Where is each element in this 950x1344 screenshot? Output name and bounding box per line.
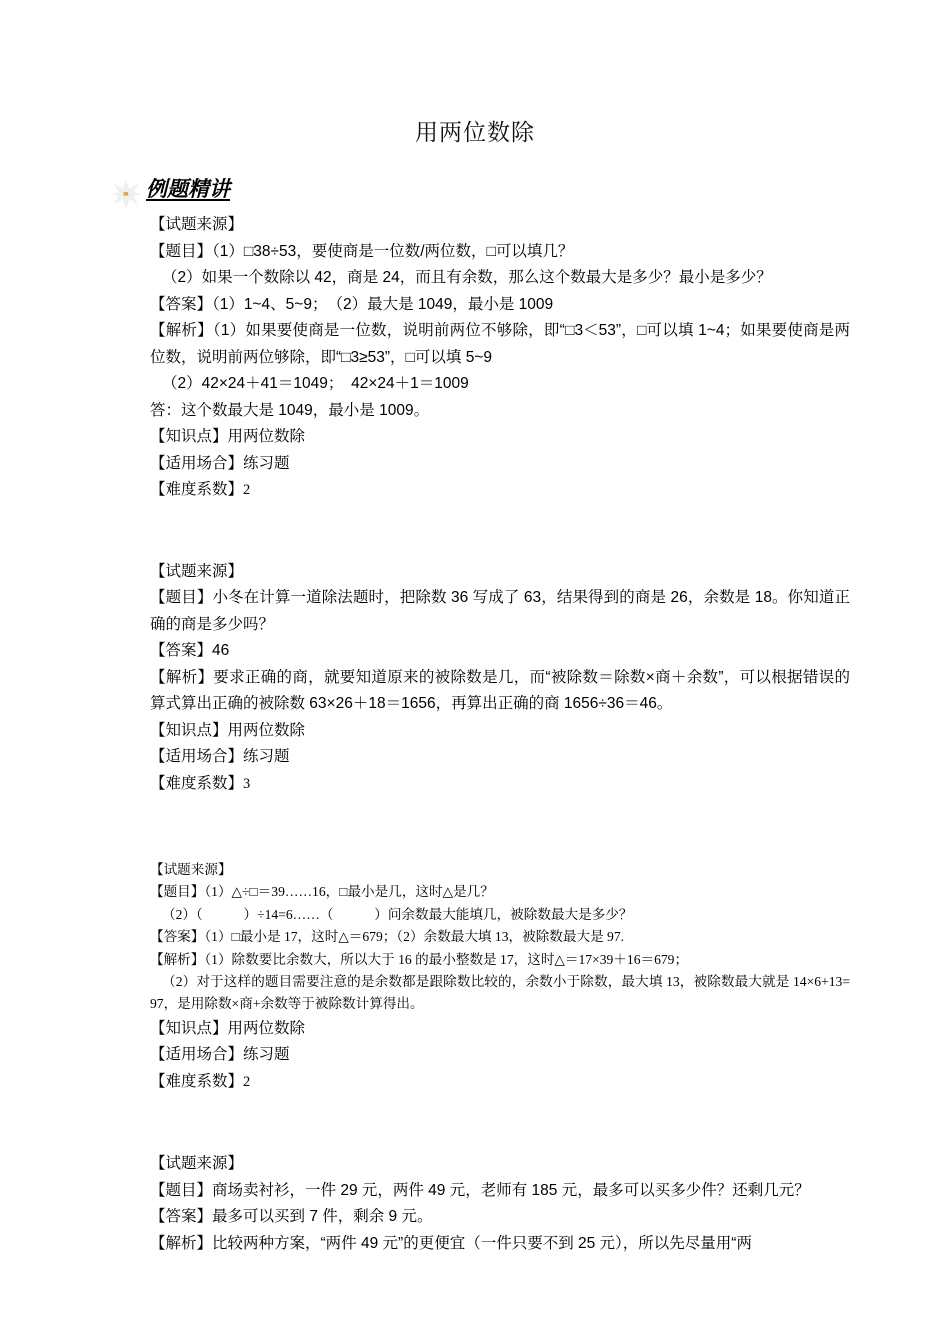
block-gap bbox=[150, 797, 850, 859]
scene-value: 练习题 bbox=[243, 1046, 290, 1064]
answer-text: （1）□最小是 17，这时△＝679；（2）余数最大填 13，被除数最大是 97. bbox=[204, 929, 625, 945]
scene-value: 练习题 bbox=[243, 454, 290, 472]
problem-block bbox=[150, 559, 850, 798]
question-line-2 bbox=[150, 265, 850, 292]
answer-label: 【答案】 bbox=[150, 1208, 213, 1226]
analysis-label: 【解析】 bbox=[150, 951, 205, 967]
difficulty-value: 2 bbox=[243, 1073, 251, 1090]
source-label: 【试题来源】 bbox=[150, 1155, 244, 1173]
difficulty-label: 【难度系数】 bbox=[150, 481, 244, 498]
question-line bbox=[150, 239, 850, 266]
answer-text: （1）1~4、5~9； （2）最大是 1049，最小是 1009 bbox=[212, 295, 554, 313]
analysis-text: （1）如果要使商是一位数，说明前两位不够除，即“□3＜53”，□可以填 1~4；如果要使商是两位数，说明前两位够除，即“□3≥53”，□可以填 5~9 bbox=[150, 322, 850, 366]
analysis-line bbox=[150, 318, 850, 371]
knowledge-label: 【知识点】 bbox=[150, 721, 228, 739]
answer-label: 【答案】 bbox=[150, 295, 213, 313]
problem-block bbox=[150, 859, 850, 1095]
answer-label: 【答案】 bbox=[150, 642, 213, 659]
difficulty-label: 【难度系数】 bbox=[150, 1072, 244, 1090]
sparkle-star-icon bbox=[110, 178, 142, 210]
analysis-text: （2）42×24＋41＝1049； 42×24＋1＝1009 bbox=[162, 375, 469, 392]
section-heading-label: 例题精讲 bbox=[146, 178, 230, 201]
scene-label: 【适用场合】 bbox=[150, 748, 244, 765]
scene-line bbox=[150, 1042, 850, 1069]
analysis-text: 答：这个数最大是 1049，最小是 1009。 bbox=[150, 401, 430, 419]
analysis-line-2 bbox=[150, 371, 850, 398]
source-label: 【试题来源】 bbox=[150, 862, 232, 877]
question-line bbox=[150, 881, 850, 903]
source-line bbox=[150, 1151, 850, 1178]
answer-line bbox=[150, 292, 850, 319]
answer-line bbox=[150, 638, 850, 665]
difficulty-line bbox=[150, 1069, 850, 1096]
question-label: 【题目】 bbox=[150, 589, 213, 606]
source-line bbox=[150, 859, 850, 881]
question-text: （1）△÷□＝39……16，□最小是几，这时△是几？ bbox=[204, 884, 494, 900]
answer-label: 【答案】 bbox=[150, 929, 205, 945]
difficulty-value: 3 bbox=[243, 775, 251, 792]
question-label: 【题目】 bbox=[150, 242, 213, 260]
answer-text: 46 bbox=[212, 642, 230, 659]
knowledge-value: 用两位数除 bbox=[227, 1019, 306, 1037]
analysis-line bbox=[150, 665, 850, 718]
block-gap bbox=[150, 504, 850, 559]
knowledge-label: 【知识点】 bbox=[150, 428, 228, 445]
question-text: 商场卖衬衫，一件 29 元，两件 49 元，老师有 185 元，最多可以买多少件？还剩几元？ bbox=[212, 1181, 810, 1199]
scene-value: 练习题 bbox=[243, 748, 290, 765]
scene-line bbox=[150, 451, 850, 478]
scene-line bbox=[150, 744, 850, 771]
analysis-label: 【解析】 bbox=[150, 322, 213, 339]
question-label: 【题目】 bbox=[150, 1181, 213, 1199]
analysis-label: 【解析】 bbox=[150, 1234, 213, 1252]
source-label: 【试题来源】 bbox=[150, 562, 244, 580]
difficulty-line bbox=[150, 477, 850, 504]
source-label: 【试题来源】 bbox=[150, 216, 244, 233]
question-line bbox=[150, 1178, 850, 1205]
knowledge-label: 【知识点】 bbox=[150, 1019, 228, 1037]
scene-label: 【适用场合】 bbox=[150, 454, 244, 472]
question-text: （2）如果一个数除以 42，商是 24，而且有余数，那么这个数最大是多少？最小是多少？ bbox=[162, 269, 772, 286]
question-text: （2）（ ）÷14=6……（ ）问余数最大能填几，被除数最大是多少？ bbox=[162, 906, 633, 922]
analysis-line-2 bbox=[150, 971, 850, 1016]
knowledge-line bbox=[150, 1016, 850, 1043]
analysis-text: （2）对于这样的题目需要注意的是余数都是跟除数比较的，余数小于除数，最大填 13，被除数最大就是 14×6+13=97，是用除数×商+余数等于被除数计算得出。 bbox=[150, 974, 850, 1012]
knowledge-line bbox=[150, 718, 850, 745]
problem-list bbox=[150, 212, 850, 1257]
analysis-text: 比较两种方案，“两件 49 元”的更便宜（一件只要不到 25 元），所以先尽量用“两 bbox=[212, 1234, 752, 1252]
answer-line bbox=[150, 1204, 850, 1231]
block-gap bbox=[150, 1095, 850, 1151]
section-heading bbox=[110, 176, 510, 212]
question-label: 【题目】 bbox=[150, 884, 205, 900]
question-line bbox=[150, 585, 850, 638]
knowledge-value: 用两位数除 bbox=[227, 721, 306, 739]
scene-label: 【适用场合】 bbox=[150, 1046, 244, 1064]
source-line bbox=[150, 559, 850, 586]
analysis-line-3 bbox=[150, 398, 850, 425]
knowledge-value: 用两位数除 bbox=[227, 428, 306, 445]
problem-block bbox=[150, 1151, 850, 1257]
answer-line bbox=[150, 926, 850, 948]
question-text: 小冬在计算一道除法题时，把除数 36 写成了 63，结果得到的商是 26，余数是 18。你知道正确的商是多少吗？ bbox=[150, 589, 850, 633]
question-text: （1）□38÷53，要使商是一位数/两位数，□可以填几？ bbox=[212, 242, 574, 260]
difficulty-value: 2 bbox=[243, 482, 251, 498]
analysis-label: 【解析】 bbox=[150, 668, 214, 686]
problem-block bbox=[150, 212, 850, 504]
page-title: 用两位数除 bbox=[415, 119, 535, 145]
answer-text: 最多可以买到 7 件，剩余 9 元。 bbox=[212, 1208, 433, 1226]
question-line-2 bbox=[150, 904, 850, 926]
difficulty-line bbox=[150, 771, 850, 798]
analysis-text: （1）除数要比余数大，所以大于 16 的最小整数是 17，这时△＝17×39＋16＝679； bbox=[204, 951, 689, 967]
analysis-text: 要求正确的商，就要知道原来的被除数是几，而“被除数＝除数×商＋余数”，可以根据错误的算式算出正确的被除数 63×26＋18＝1656，再算出正确的商 1656÷36＝46。 bbox=[150, 668, 850, 712]
analysis-line bbox=[150, 949, 850, 971]
difficulty-label: 【难度系数】 bbox=[150, 774, 244, 792]
source-line bbox=[150, 212, 850, 239]
knowledge-line bbox=[150, 424, 850, 451]
analysis-line bbox=[150, 1231, 850, 1258]
